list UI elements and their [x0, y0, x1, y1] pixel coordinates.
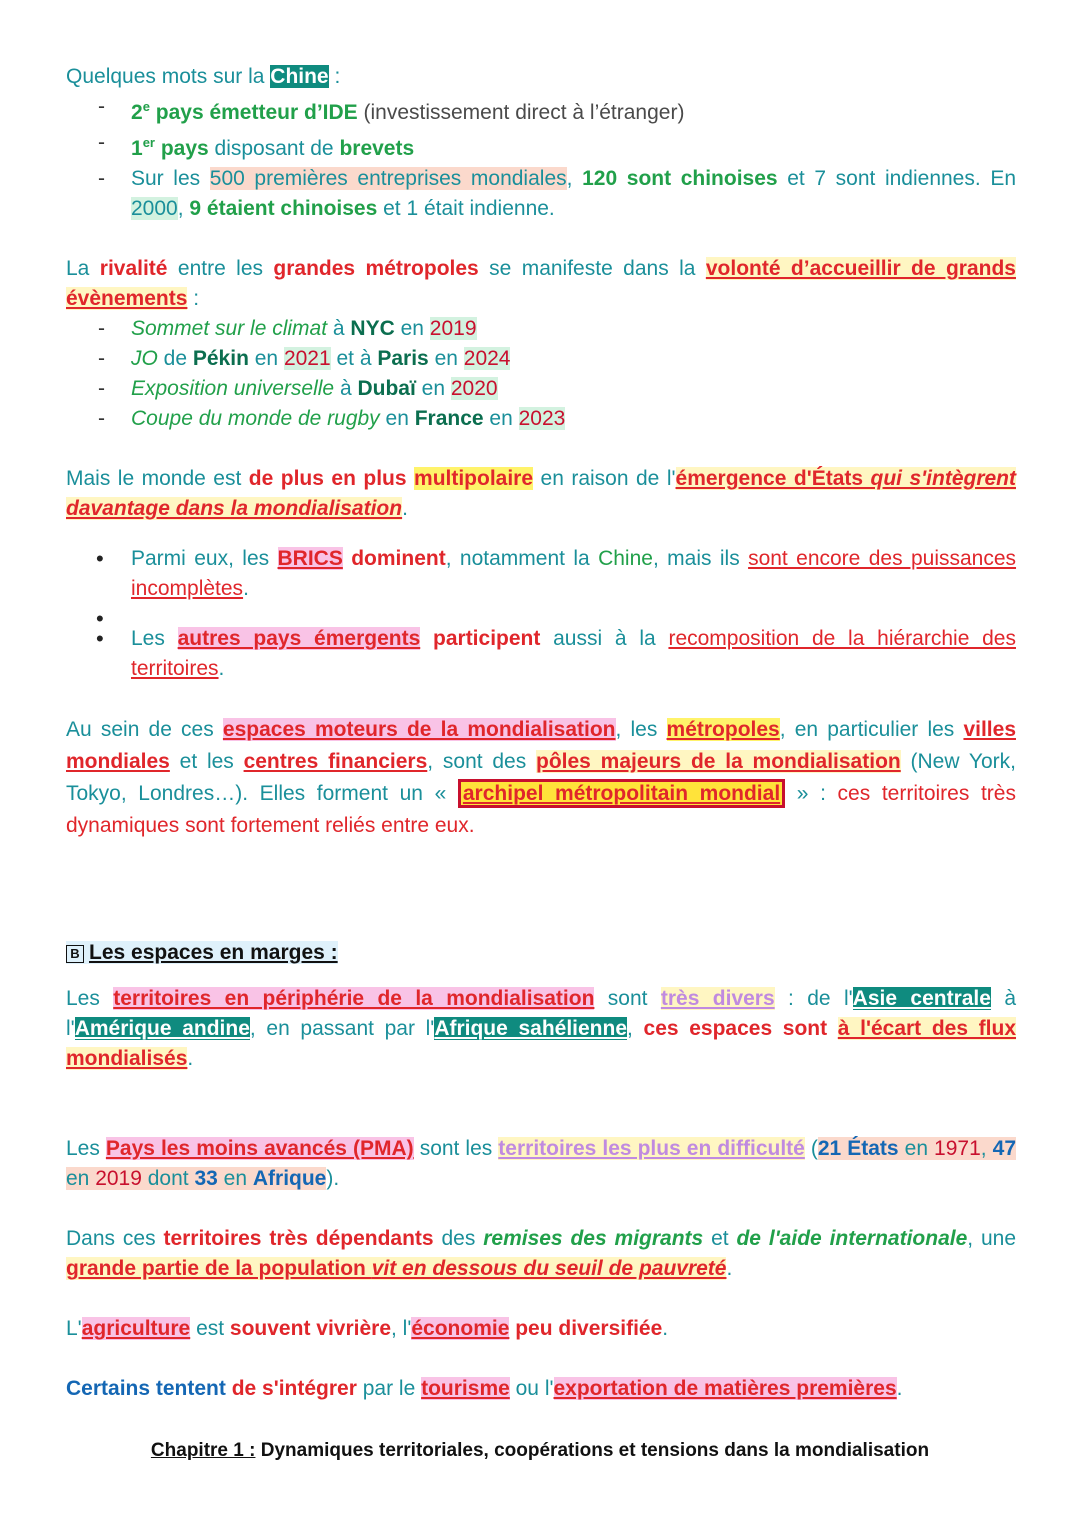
- notes-page: [66, 62, 1016, 1404]
- list-item: - Exposition universelle à Dubaï en 2020: [66, 374, 1016, 404]
- integration-paragraph: Certains tentent de s'intégrer par le tourisme ou l'exportation de matières premières.: [66, 1377, 903, 1400]
- chapter-footer: [0, 1440, 1080, 1462]
- marges-paragraph: Les territoires en périphérie de la mondialisation sont très divers : de l'Asie centrale à l'Amérique andine, en passant par l'Afrique sahélienne, ces espaces sont à l'écart des flux mondialisés.: [66, 987, 1017, 1070]
- agriculture-paragraph: L'agriculture est souvent vivrière, l'économie peu diversifiée.: [66, 1317, 669, 1340]
- list-item: • Parmi eux, les BRICS dominent, notamment la Chine, mais ils sont encore des puissances incomplètes.: [66, 544, 1016, 604]
- archipel-box: archipel métropolitain mondial: [458, 779, 785, 808]
- rivalite-paragraph: La rivalité entre les grandes métropoles se manifeste dans la volonté d’accueillir de grands évènements :: [66, 257, 1016, 310]
- chapter-title: Dynamiques territoriales, coopérations et tensions dans la mondialisation: [255, 1440, 930, 1461]
- list-item: - 1er pays disposant de brevets: [66, 128, 1016, 164]
- list-item: - Sommet sur le climat à NYC en 2019: [66, 314, 1016, 344]
- metropoles-paragraph: Au sein de ces espaces moteurs de la mondialisation, les métropoles, en particulier les villes mondiales et les centres financiers, sont des pôles majeurs de la mondialisation (New York, Tokyo, Londres…). Elles forment un « archipel métropolitain mondial » : ces territoires très dynamiques sont fortement reliés entre eux.: [66, 718, 1017, 837]
- section-title: B Les espaces en marges :: [66, 938, 1016, 968]
- list-item: - Coupe du monde de rugby en France en 2023: [66, 404, 1016, 434]
- letter-b-icon: B: [66, 945, 84, 963]
- list-item: • Les autres pays émergents participent aussi à la recomposition de la hiérarchie des territoires.: [66, 624, 1016, 684]
- list-item: - Sur les 500 premières entreprises mondiales, 120 sont chinoises et 7 sont indiennes. En 2000, 9 étaient chinoises et 1 était indienne.: [66, 164, 1016, 224]
- pma-paragraph: Les Pays les moins avancés (PMA) sont les territoires les plus en difficulté (21 États en 1971, 47 en 2019 dont 33 en Afrique).: [66, 1137, 1016, 1190]
- emergents-list: [66, 544, 1016, 684]
- chine-list: [66, 92, 1016, 224]
- chine-intro: Quelques mots sur la Chine :: [66, 65, 341, 88]
- events-list: [66, 314, 1016, 434]
- list-item: - JO de Pékin en 2021 et à Paris en 2024: [66, 344, 1016, 374]
- multipolaire-paragraph: Mais le monde est de plus en plus multipolaire en raison de l'émergence d'États qui s'intègrent davantage dans la mondialisation.: [66, 467, 1016, 520]
- chapter-label: Chapitre 1 :: [150, 1440, 256, 1461]
- chine-highlight: Chine: [270, 65, 329, 88]
- dependants-paragraph: Dans ces territoires très dépendants des remises des migrants et de l'aide internationale, une grande partie de la population vit en dessous du seuil de pauvreté.: [66, 1227, 1017, 1280]
- list-item: - 2e pays émetteur d’IDE (investissement direct à l’étranger): [66, 92, 1016, 128]
